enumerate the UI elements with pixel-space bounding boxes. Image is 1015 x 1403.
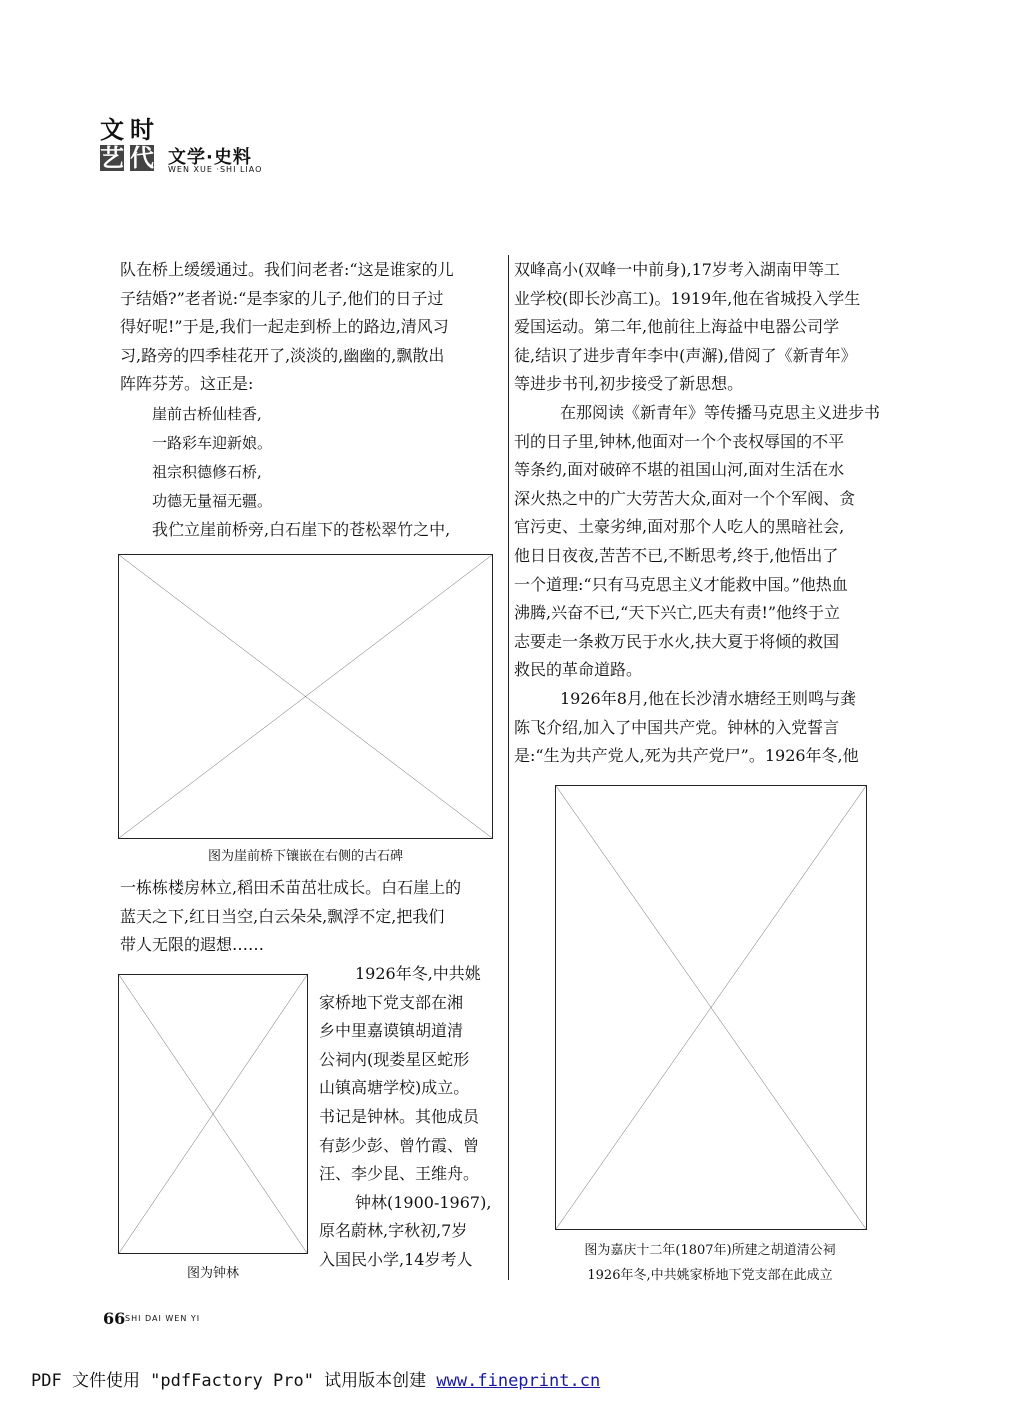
text-line: 家桥地下党支部在湘 [319, 992, 464, 1012]
logo-char: 时 [130, 116, 154, 144]
photo-placeholder-zhong-lin [118, 974, 308, 1254]
text-line: 队在桥上缓缓通过。我们问老者:“这是谁家的儿 [120, 260, 454, 279]
text-line: 山镇高塘学校)成立。 [319, 1078, 470, 1098]
text-line: 1926年冬,中共姚 [355, 964, 481, 983]
text-line: 阵阵芬芳。这正是: [120, 374, 254, 394]
section-title: 文学·史料 [168, 147, 252, 168]
right-column-text [514, 256, 902, 771]
page-number: 66 [103, 1309, 126, 1328]
text-line: 爱国运动。第二年,他前往上海益中电器公司学 [514, 317, 840, 337]
text-line: 原名蔚林,字秋初,7岁 [319, 1221, 468, 1241]
poem-line: 祖宗积德修石桥, [152, 463, 262, 481]
text-line: 刊的日子里,钟林,他面对一个个丧权辱国的不平 [514, 431, 845, 451]
text-line: 子结婚?”老者说:“是李家的儿子,他们的日子过 [120, 288, 444, 308]
text-line: 在那阅读《新青年》等传播马克思主义进步书 [560, 402, 881, 422]
text-line: 志要走一条救万民于水火,扶大夏于将倾的救国 [514, 631, 840, 651]
photo-placeholder-stone-tablet [118, 554, 493, 839]
text-line: 陈飞介绍,加入了中国共产党。钟林的入党誓言 [514, 717, 840, 737]
text-line: 公祠内(现娄星区蛇形 [319, 1049, 470, 1069]
poem-line: 一路彩车迎新娘。 [152, 434, 273, 452]
photo-placeholder-ancestral-hall [555, 785, 867, 1230]
text-line: 带人无限的遐想…… [120, 935, 265, 955]
text-line: 有彭少彭、曾竹霞、曾 [319, 1135, 480, 1155]
logo-char: 文 [100, 116, 124, 144]
magazine-name: SHI DAI WEN YI [125, 1314, 201, 1323]
poem [152, 400, 272, 516]
pdf-footer [31, 1366, 600, 1391]
logo-char: 艺 [100, 144, 124, 172]
text-line: 钟林(1900-1967), [355, 1192, 492, 1212]
text-line: 乡中里嘉谟镇胡道清 [319, 1021, 464, 1041]
text-line: 得好呢!”于是,我们一起走到桥上的路边,清风习 [120, 317, 449, 337]
text-line: 沸腾,兴奋不已,“天下兴亡,匹夫有责!”他终于立 [514, 603, 841, 623]
photo-caption-line-2: 1926年冬,中共姚家桥地下党支部在此成立 [587, 1268, 833, 1283]
text-line: 蓝天之下,红日当空,白云朵朵,飘浮不定,把我们 [120, 906, 445, 926]
left-paragraph-3 [120, 874, 494, 960]
footer-text: PDF 文件使用 "pdfFactory Pro" 试用版本创建 [31, 1371, 427, 1391]
text-line: 是:“生为共产党人,死为共产党尸”。1926年冬,他 [514, 746, 859, 766]
text-line: 等条约,面对破碎不堪的祖国山河,面对生活在水 [514, 460, 845, 480]
poem-line: 功德无量福无疆。 [152, 492, 273, 510]
left-paragraph-1 [120, 256, 494, 399]
text-line: 习,路旁的四季桂花开了,淡淡的,幽幽的,飘散出 [120, 345, 445, 365]
logo-char: 代 [130, 144, 154, 172]
column-divider [508, 255, 509, 1280]
text-line: 等进步书刊,初步接受了新思想。 [514, 374, 744, 394]
photo-caption: 图为钟林 [186, 1266, 239, 1281]
text-line: 业学校(即长沙高工)。1919年,他在省城投入学生 [514, 288, 861, 308]
text-line: 书记是钟林。其他成员 [319, 1106, 480, 1126]
magazine-logo [100, 117, 158, 173]
text-line: 1926年8月,他在长沙清水塘经王则鸣与龚 [560, 688, 856, 708]
text-line: 我伫立崖前桥旁,白石崖下的苍松翠竹之中, [152, 520, 451, 539]
photo-caption-line-1: 图为嘉庆十二年(1807年)所建之胡道清公祠 [584, 1243, 836, 1258]
text-line: 双峰高小(双峰一中前身),17岁考入湖南甲等工 [514, 260, 840, 279]
text-line: 一个道理:“只有马克思主义才能救中国。”他热血 [514, 574, 848, 594]
placeholder-cross [556, 786, 866, 1229]
text-line: 一栋栋楼房林立,稻田禾苗茁壮成长。白石崖上的 [120, 878, 462, 897]
left-side-text [319, 960, 495, 1275]
text-line: 他日日夜夜,苦苦不已,不断思考,终于,他悟出了 [514, 545, 839, 565]
placeholder-cross [119, 555, 492, 838]
footer-link[interactable]: www.fineprint.cn [436, 1371, 601, 1391]
text-line: 汪、李少昆、王维舟。 [319, 1164, 480, 1184]
text-line: 入国民小学,14岁考人 [319, 1249, 473, 1269]
photo-caption: 图为崖前桥下镶嵌在右侧的古石碑 [207, 849, 403, 864]
section-subtitle: WEN XUE ·SHI LIAO [168, 165, 263, 174]
left-paragraph-2 [152, 516, 450, 545]
poem-line: 崖前古桥仙桂香, [152, 405, 262, 423]
placeholder-cross [119, 975, 307, 1253]
text-line: 官污吏、土豪劣绅,面对那个人吃人的黑暗社会, [514, 517, 845, 537]
text-line: 深火热之中的广大劳苦大众,面对一个个军阀、贪 [514, 488, 856, 508]
text-line: 救民的革命道路。 [514, 660, 643, 680]
text-line: 徒,结识了进步青年李中(声澥),借阅了《新青年》 [514, 345, 857, 365]
